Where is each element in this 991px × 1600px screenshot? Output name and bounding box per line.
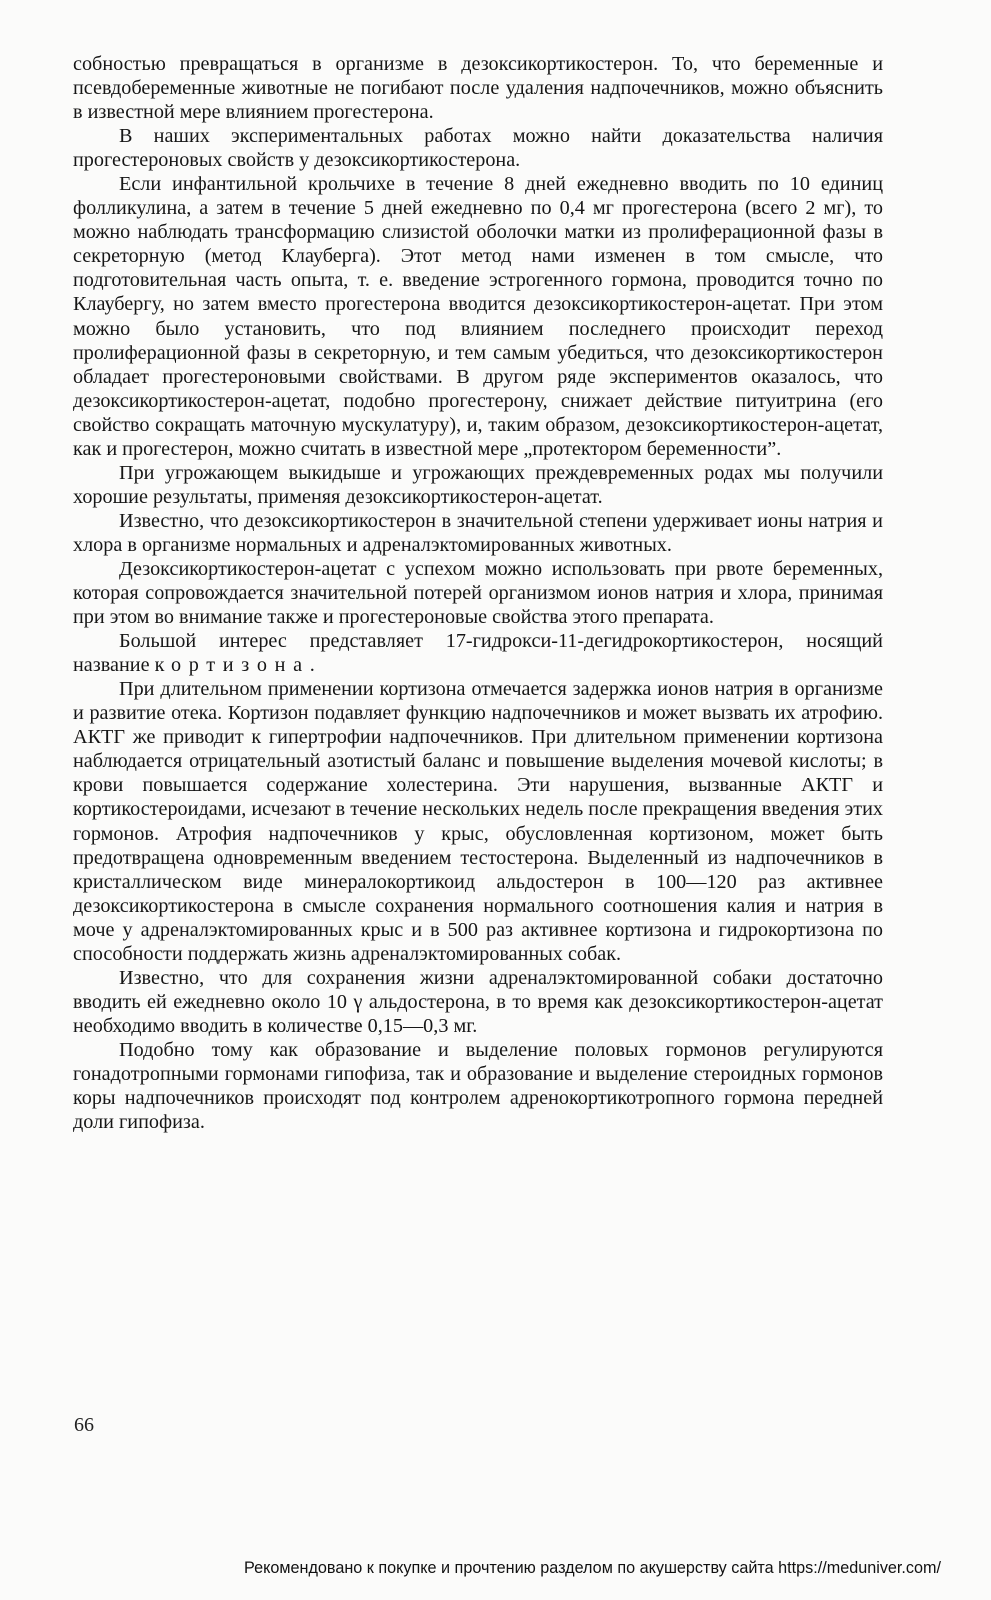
paragraph: Если инфантильной крольчихе в течение 8 дней ежедневно вводить по 10 единиц фолликулина, а затем в течение 5 дней ежедневно по 0,4 мг прогестерона (всего 2 мг), то можно наблюдать трансформацию слизистой оболочки матки из пролиферационной фазы в секреторную (метод Клауберга). Этот метод нами изменен в том смысле, что подготовительная часть опыта, т. е. введение эстрогенного гормона, проводится точно по Клаубергу, но затем вместо прогестерона вводится дезоксикортикостерон-ацетат. При этом можно было установить, что под влиянием последнего происходит переход пролиферационной фазы в секреторную, и тем самым убедиться, что дезоксикортикостерон обладает прогестероновыми свойствами. В другом ряде экспериментов оказалось, что дезоксикортикостерон-ацетат, подобно прогестерону, снижает действие питуитрина (его свойство сокращать маточную мускулатуру), и, таким образом, дезоксикортикостерон-ацетат, как и прогестерон, можно считать в известной мере „протектором беременности”.: [73, 173, 883, 460]
cortisone-end: .: [309, 654, 315, 677]
paragraph: Известно, что дезоксикортикостерон в значительной степени удерживает ионы натрия и хлора в организме нормальных и адреналэктомированных животных.: [73, 509, 883, 556]
paragraph: Известно, что для сохранения жизни адреналэктомированной собаки достаточно вводить ей ежедневно около 10 γ альдостерона, в то время как дезоксикортикостерон-ацетат необходимо вводить в количестве 0,15—0,3 мг.: [73, 966, 883, 1037]
cortisone-term: кортизона: [154, 654, 310, 677]
paragraph: При длительном применении кортизона отмечается задержка ионов натрия в организме и развитие отека. Кортизон подавляет функцию надпочечников и может вызвать их атрофию. АКТГ же приводит к гипертрофии надпочечников. При длительном применении кортизона наблюдается отрицательный азотистый баланс и повышение выделения мочевой кислоты; в крови повышается содержание холестерина. Эти нарушения, вызванные АКТГ и кортикостероидами, исчезают в течение нескольких недель после прекращения введения этих гормонов. Атрофия надпочечников у крыс, обусловленная кортизоном, может быть предотвращена одновременным введением тестостерона. Выделенный из надпочечников в кристаллическом виде минералокортикоид альдостерон в 100—120 раз активнее дезоксикортикостерона в смысле сохранения нормального соотношения калия и натрия в моче у адреналэктомированных крыс и в 500 раз активнее кортизона и гидрокортизона по способности поддержать жизнь адреналэктомированных собак.: [73, 678, 883, 965]
paragraph: В наших экспериментальных работах можно найти доказательства наличия прогестероновых свойств у дезоксикортикостерона.: [73, 125, 883, 172]
paragraph: Подобно тому как образование и выделение половых гормонов регулируются гонадотропными гормонами гипофиза, так и образование и выделение стероидных гормонов коры надпочечников происходят под контролем адренокортикотропного гормона передней доли гипофиза.: [73, 1038, 883, 1134]
paragraph-cortisone: [73, 629, 883, 677]
paragraph: При угрожающем выкидыше и угрожающих преждевременных родах мы получили хорошие результаты, применяя дезоксикортикостерон-ацетат.: [73, 461, 883, 508]
footer-recommendation: Рекомендовано к покупке и прочтению разделом по акушерству сайта https://meduniver.com/: [244, 1559, 941, 1577]
cortisone-text: Большой интерес представляет 17-гидрокси-11-дегидрокортикостерон, носящий название: [73, 630, 883, 677]
paragraph: Дезоксикортикостерон-ацетат с успехом можно использовать при рвоте беременных, которая сопровождается значительной потерей организмом ионов натрия и хлора, принимая при этом во внимание также и прогестероновые свойства этого препарата.: [73, 557, 883, 629]
paragraph-continued: собностью превращаться в организме в дезоксикортикостерон. То, что беременные и псевдобеременные животные не погибают после удаления надпочечников, можно объяснить в известной мере влиянием прогестерона.: [73, 53, 883, 124]
page-number: 66: [74, 1414, 94, 1436]
body-text: [73, 52, 883, 1134]
